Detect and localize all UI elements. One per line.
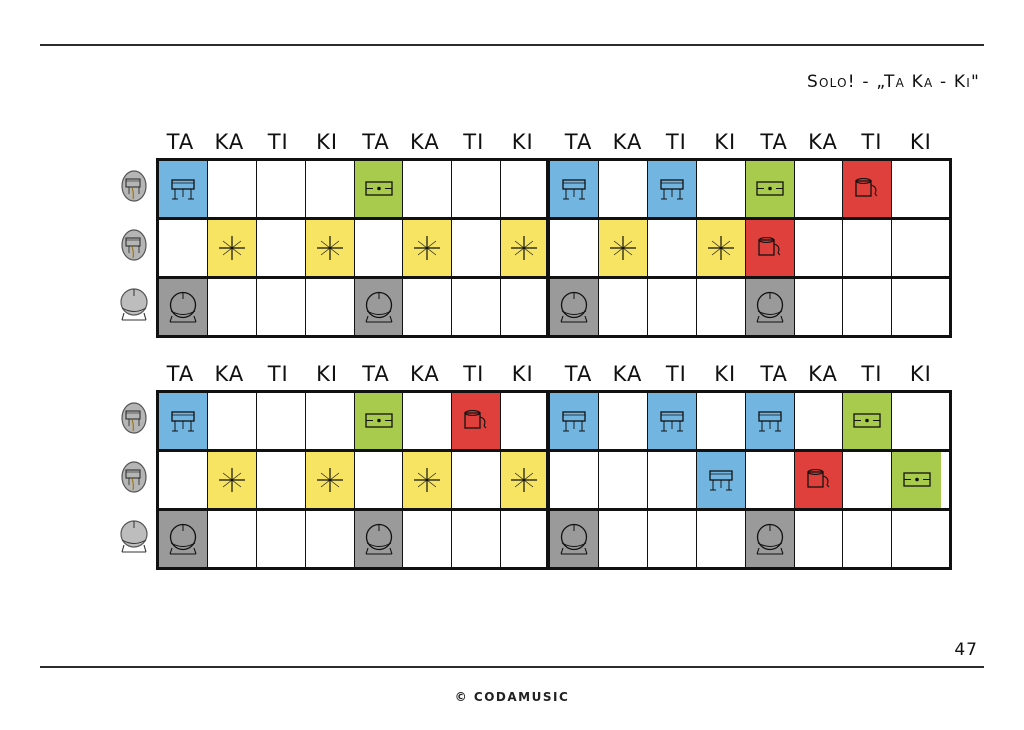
note-cell-empty[interactable] [843,220,892,276]
note-cell-empty[interactable] [843,511,892,567]
syllable-label: KI [316,130,339,154]
note-cell-tom-drum-icon[interactable] [355,393,404,449]
note-cell-empty[interactable] [892,393,941,449]
syllable-label: KA [808,130,838,154]
staff-row [159,279,949,335]
note-cell-empty[interactable] [208,279,257,335]
note-cell-empty[interactable] [257,511,306,567]
note-cell-empty[interactable] [452,161,501,217]
note-cell-empty[interactable] [550,220,599,276]
syllable-header-row [156,126,952,158]
note-cell-bass-drum-icon[interactable] [746,511,795,567]
syllable-label: KI [714,362,737,386]
note-cell-snare-drum-icon[interactable] [550,161,599,217]
syllable-label: TI [267,130,289,154]
note-cell-cymbal-icon[interactable] [501,220,550,276]
note-cell-empty[interactable] [795,220,844,276]
syllable-label: TA [362,130,390,154]
note-cell-empty[interactable] [452,511,501,567]
syllable-label: TI [861,130,883,154]
syllable-label: TA [166,362,195,386]
note-cell-bass-drum-icon[interactable] [550,511,599,567]
footer-copyright: © CODAMUSIC [454,690,570,704]
note-cell-empty[interactable] [501,511,550,567]
note-cell-snare-drum-icon[interactable] [746,393,795,449]
syllable-label: KA [410,362,440,386]
note-cell-empty[interactable] [599,279,648,335]
note-cell-empty[interactable] [501,279,550,335]
note-cell-empty[interactable] [648,279,697,335]
syllable-label: TA [362,362,390,386]
note-cell-empty[interactable] [403,511,452,567]
staff-row [159,161,949,220]
system-2 [112,358,952,570]
note-cell-cymbal-icon[interactable] [599,220,648,276]
note-cell-bass-drum-icon[interactable] [746,279,795,335]
syllable-label: KI [511,130,534,154]
syllable-label: KA [214,130,245,154]
note-cell-tom-drum-icon[interactable] [746,161,795,217]
note-cell-empty[interactable] [892,279,941,335]
note-cell-bass-drum-icon[interactable] [159,279,208,335]
bass-drum-icon [112,508,156,567]
note-cell-conga-drum-icon[interactable] [843,161,892,217]
note-cell-empty[interactable] [697,511,746,567]
note-cell-conga-drum-icon[interactable] [452,393,501,449]
syllable-label: TA [166,130,195,154]
note-cell-empty[interactable] [795,161,844,217]
note-cell-conga-drum-icon[interactable] [746,220,795,276]
instrument-icon-column [112,390,156,567]
note-cell-empty[interactable] [403,279,452,335]
note-cell-empty[interactable] [648,220,697,276]
note-cell-empty[interactable] [599,161,648,217]
staff-row [159,511,949,567]
note-cell-conga-drum-icon[interactable] [795,452,844,508]
notation-grid [156,390,952,570]
note-cell-empty[interactable] [501,161,550,217]
notation-grid [156,158,952,338]
note-cell-empty[interactable] [403,161,452,217]
staff-row [159,220,949,279]
syllable-label: TA [760,362,788,386]
note-cell-empty[interactable] [257,279,306,335]
note-cell-empty[interactable] [208,393,257,449]
note-cell-empty[interactable] [697,161,746,217]
note-cell-empty[interactable] [892,511,941,567]
syllable-label: KA [410,130,440,154]
syllable-label: TI [665,362,687,386]
syllable-label: TA [760,130,788,154]
note-cell-empty[interactable] [697,393,746,449]
note-cell-cymbal-icon[interactable] [306,452,355,508]
syllable-label: KI [909,362,932,386]
syllable-label: TI [665,130,687,154]
syllable-label: TA [564,362,593,386]
note-cell-empty[interactable] [306,393,355,449]
page-title: Solo! - „Ta Ka - Ki" [807,72,980,92]
note-cell-empty[interactable] [843,279,892,335]
note-cell-empty[interactable] [795,393,844,449]
syllable-label: KI [316,362,339,386]
note-cell-empty[interactable] [599,511,648,567]
note-cell-tom-drum-icon[interactable] [892,452,941,508]
note-cell-empty[interactable] [648,511,697,567]
instrument-icon-column [112,158,156,335]
hand-drum-icon [112,158,156,217]
note-cell-empty[interactable] [208,511,257,567]
note-cell-empty[interactable] [501,393,550,449]
note-cell-cymbal-icon[interactable] [208,220,257,276]
note-cell-snare-drum-icon[interactable] [648,161,697,217]
note-cell-empty[interactable] [452,220,501,276]
note-cell-cymbal-icon[interactable] [403,452,452,508]
note-cell-empty[interactable] [159,452,208,508]
note-cell-cymbal-icon[interactable] [306,220,355,276]
syllable-label: TI [267,362,289,386]
note-cell-empty[interactable] [159,220,208,276]
note-cell-empty[interactable] [843,452,892,508]
note-cell-empty[interactable] [795,279,844,335]
syllable-header-row [156,358,952,390]
note-cell-empty[interactable] [306,279,355,335]
hand-drum-icon [112,449,156,508]
note-cell-empty[interactable] [452,279,501,335]
syllable-label: KA [214,362,245,386]
hand-drum-icon [112,217,156,276]
note-cell-empty[interactable] [648,452,697,508]
syllable-label: TI [861,362,883,386]
syllable-label: KA [808,362,838,386]
note-cell-empty[interactable] [697,279,746,335]
note-cell-empty[interactable] [599,393,648,449]
top-divider-rule [40,44,984,46]
syllable-label: KA [612,362,643,386]
syllable-label: KI [714,130,737,154]
note-cell-cymbal-icon[interactable] [208,452,257,508]
note-cell-empty[interactable] [550,452,599,508]
note-cell-empty[interactable] [355,220,404,276]
note-cell-snare-drum-icon[interactable] [159,161,208,217]
syllable-label: KA [612,130,643,154]
note-cell-snare-drum-icon[interactable] [550,393,599,449]
note-cell-snare-drum-icon[interactable] [697,452,746,508]
syllable-label: KI [511,362,534,386]
note-cell-empty[interactable] [355,452,404,508]
note-cell-tom-drum-icon[interactable] [843,393,892,449]
note-cell-empty[interactable] [257,161,306,217]
note-cell-cymbal-icon[interactable] [697,220,746,276]
note-cell-empty[interactable] [795,511,844,567]
note-cell-cymbal-icon[interactable] [501,452,550,508]
note-cell-empty[interactable] [257,393,306,449]
note-cell-empty[interactable] [599,452,648,508]
staff-row [159,393,949,452]
bottom-divider-rule [40,666,984,668]
note-cell-empty[interactable] [403,393,452,449]
staff-row [159,452,949,511]
syllable-label: TA [564,130,593,154]
note-cell-bass-drum-icon[interactable] [550,279,599,335]
note-cell-empty[interactable] [452,452,501,508]
note-cell-tom-drum-icon[interactable] [355,161,404,217]
note-cell-bass-drum-icon[interactable] [355,511,404,567]
syllable-label: TI [463,362,485,386]
syllable-label: KI [909,130,932,154]
hand-drum-icon [112,390,156,449]
note-cell-empty[interactable] [306,161,355,217]
note-cell-snare-drum-icon[interactable] [648,393,697,449]
note-cell-empty[interactable] [306,511,355,567]
note-cell-cymbal-icon[interactable] [403,220,452,276]
system-1 [112,126,952,338]
note-cell-empty[interactable] [892,220,941,276]
note-cell-empty[interactable] [208,161,257,217]
bass-drum-icon [112,276,156,335]
note-cell-empty[interactable] [257,220,306,276]
note-cell-empty[interactable] [746,452,795,508]
note-cell-empty[interactable] [257,452,306,508]
page-number: 47 [954,640,978,660]
syllable-label: TI [463,130,485,154]
note-cell-bass-drum-icon[interactable] [355,279,404,335]
note-cell-bass-drum-icon[interactable] [159,511,208,567]
note-cell-empty[interactable] [892,161,941,217]
note-cell-snare-drum-icon[interactable] [159,393,208,449]
